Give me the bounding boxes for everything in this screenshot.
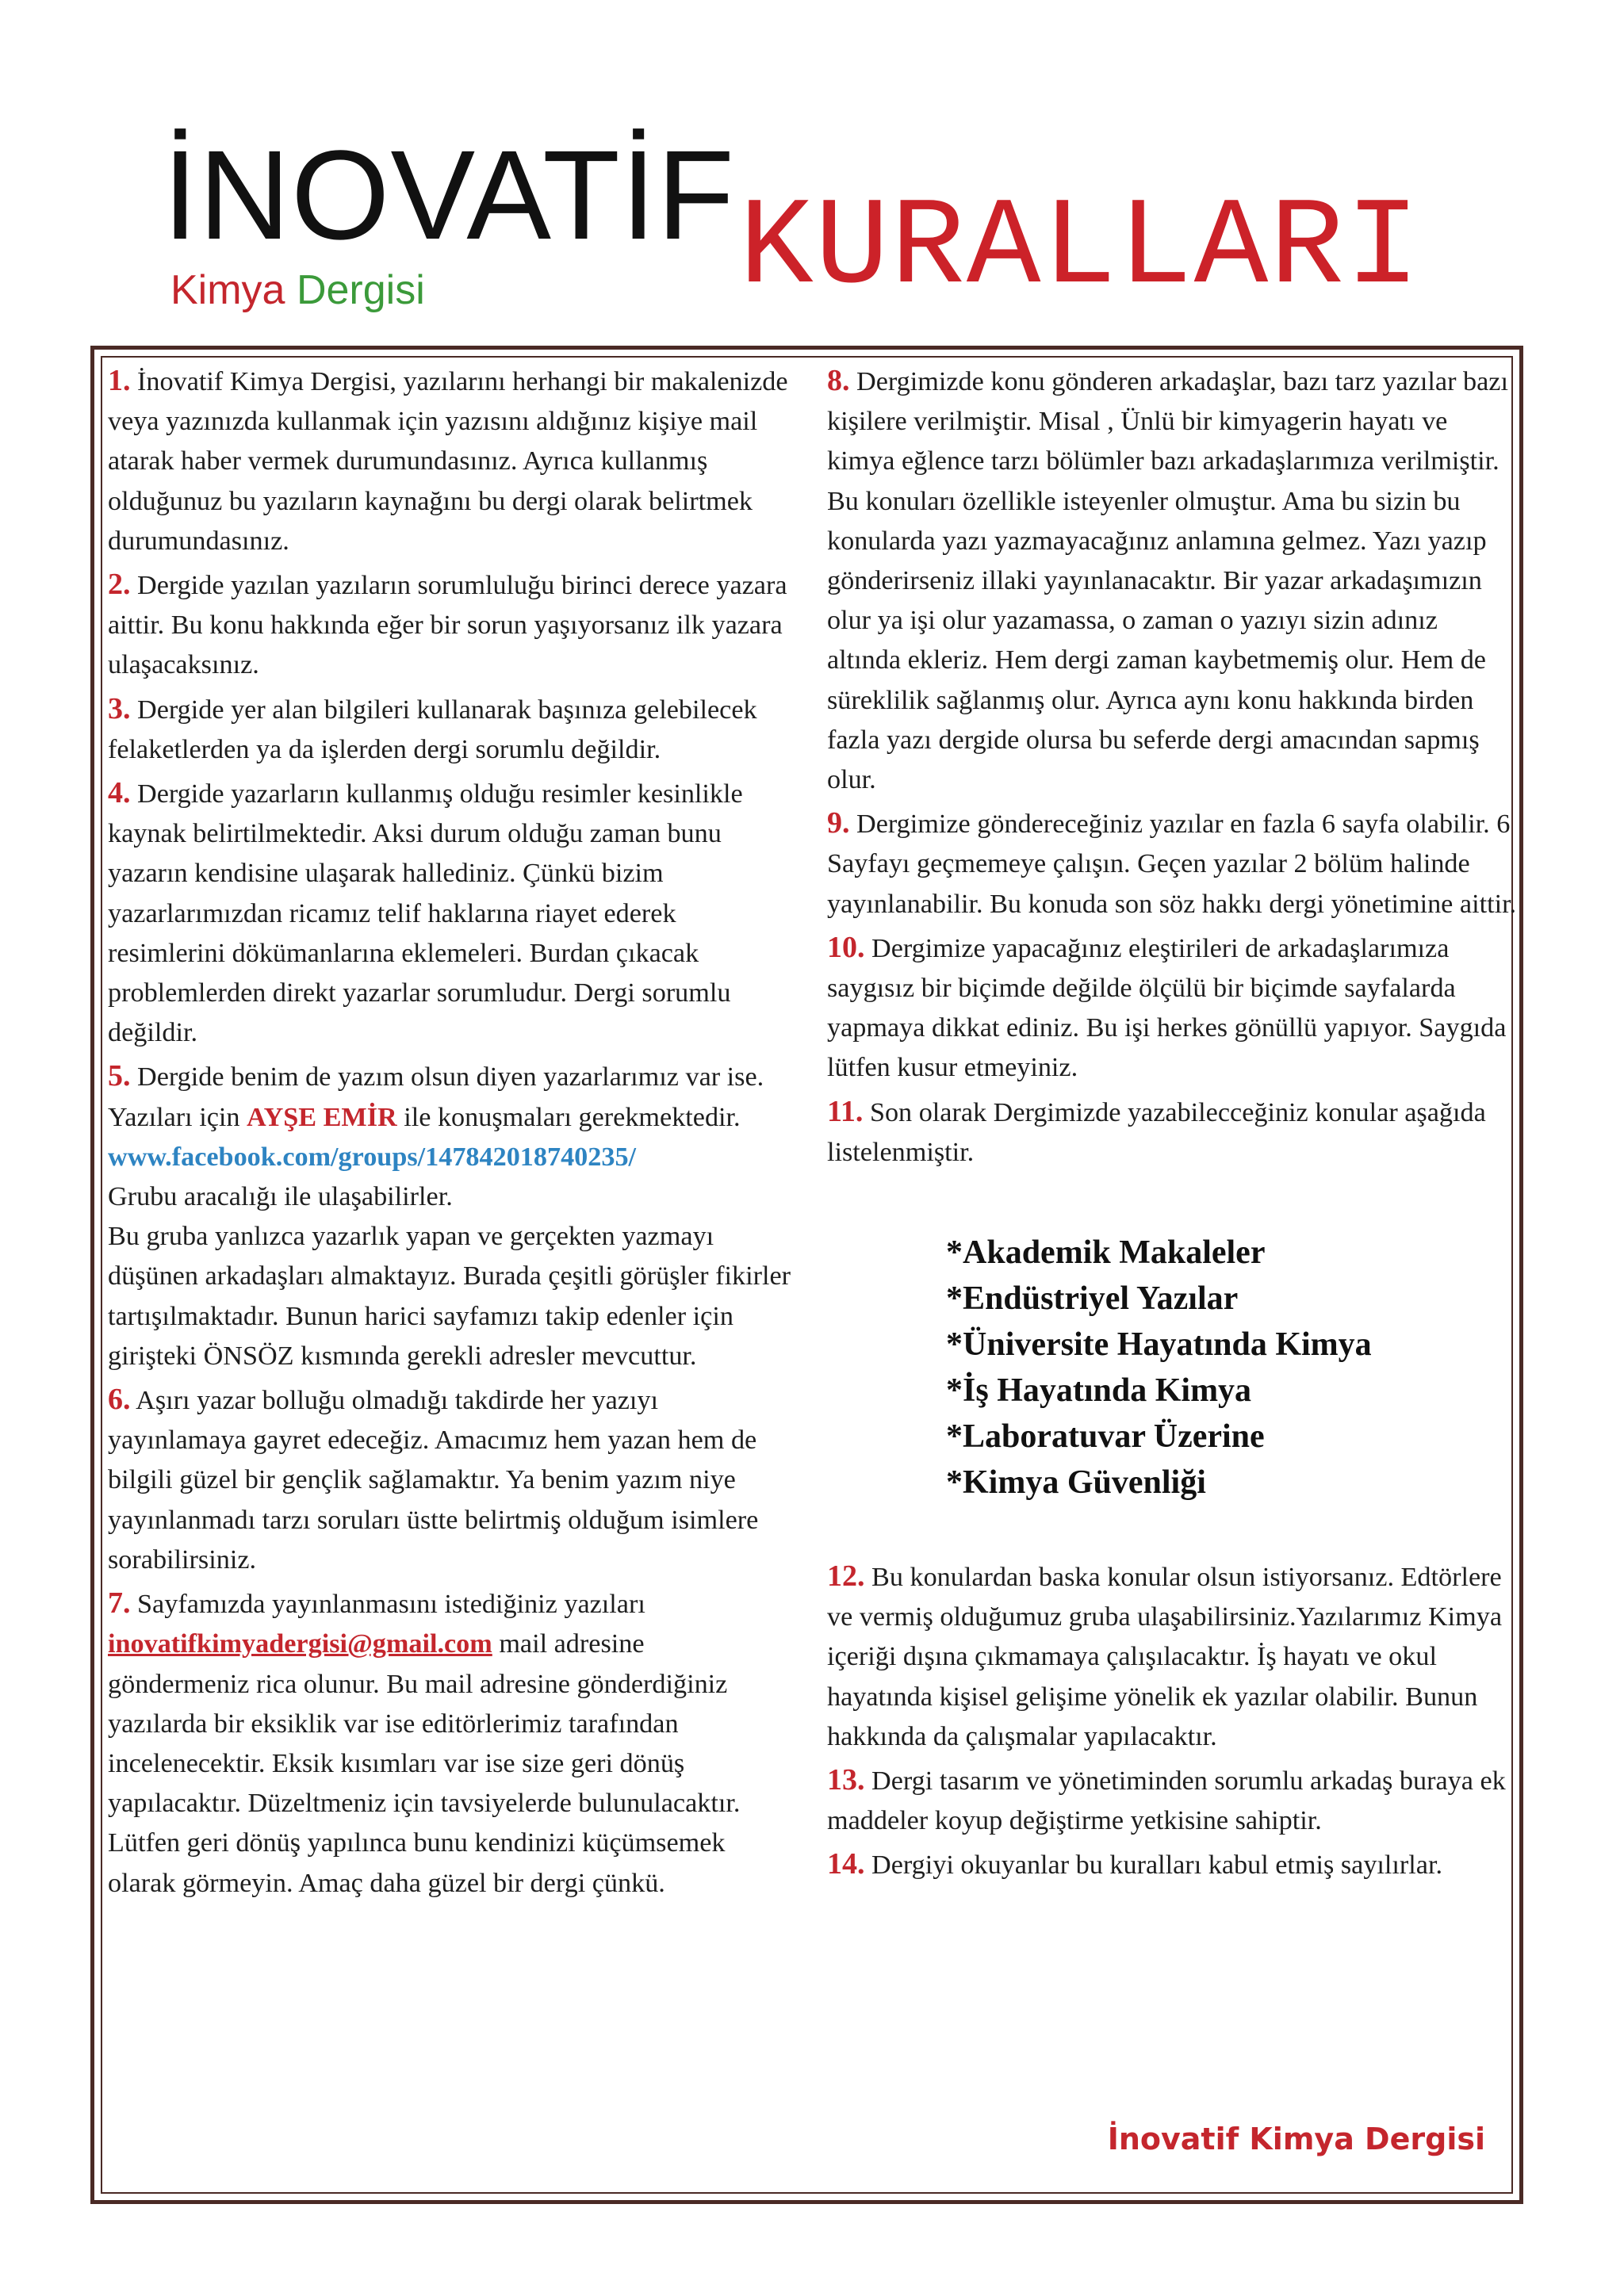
rule-4	[108, 773, 791, 1053]
topic-item: *Laboratuvar Üzerine	[946, 1418, 1265, 1456]
logo-subtitle-dergisi: Dergisi	[296, 267, 425, 313]
rule-text: Aşırı yazar bolluğu olmadığı takdirde her yazıyı yayınlamaya gayret edeceğiz. Amacımız hem yazan hem de bilgili güzel bir gençlik sağlamaktır. Ya benim yazım niye yayınlanmadı tarzı soruları üstte belirtmiş olduğum isimlere sorabilirsiniz.	[108, 1386, 759, 1575]
magazine-signature: İnovatif Kimya Dergisi	[1107, 2122, 1485, 2156]
rule-text: ile konuşmaları gerekmektedir.	[396, 1102, 741, 1132]
rule-text: Dergimizde konu gönderen arkadaşlar, bazı tarz yazılar bazı kişilere verilmiştir. Misal , Ünlü bir kimyagerin hayatı ve kimya eğlence tarzı bölümler bazı arkadaşlarımıza verilmiştir. Bu konuları özellikle isteyenler olmuştur. Ama bu sizin bu konularda yazı yazmayacağınız anlamına gelmez. Yazı yazıp gönderirseniz illaki yayınlanacaktır. Bir yazar arkadaşımızın olur ya işi olur yazamassa, o zaman o yazıyı sizin adınız altında ekleriz. Hem dergi zaman kaybetmemiş olur. Hem de süreklilik sağlanmış olur. Ayrıca aynı konu hakkında birden fazla yazı dergide olursa bu seferde dergi amacından sapmış olur.	[827, 367, 1508, 795]
rule-text: Bu gruba yanlızca yazarlık yapan ve gerçekten yazmayı düşünen arkadaşları almaktayız. Burada çeşitli görüşler fikirler tartışılmaktadır. Bunun harici sayfamızı takip edenler için girişteki ÖNSÖZ kısmında gerekli adresler mevcuttur.	[108, 1222, 791, 1371]
rule-text: Dergide yazılan yazıların sorumluluğu birinci derece yazara aittir. Bu konu hakkında eğer bir sorun yaşıyorsanız ilk yazara ulaşacaksınız.	[108, 571, 787, 680]
rule-number: 1.	[108, 364, 131, 397]
rule-text: Dergimize göndereceğiniz yazılar en fazla 6 sayfa olabilir. 6 Sayfayı geçmemeye çalışın. Geçen yazılar 2 bölüm halinde yayınlanabilir. Bu konuda son söz hakkı dergi yönetimine aittir.	[827, 809, 1517, 919]
rule-text: Dergi tasarım ve yönetiminden sorumlu arkadaş buraya ek maddeler koyup değiştirme yetkisine sahiptir.	[827, 1766, 1506, 1836]
rule-10	[827, 928, 1517, 1089]
rule-9	[827, 803, 1517, 924]
rule-number: 10.	[827, 930, 865, 964]
rule-number: 8.	[827, 364, 850, 397]
rule-14	[827, 1844, 1517, 1885]
page-title: KURALLARI	[739, 178, 1422, 319]
rule-text: Dergide benim de yazım olsun diyen yazarlarımız var ise. Yazıları için	[108, 1062, 764, 1132]
email-link[interactable]: inovatifkimyadergisi@gmail.com	[108, 1629, 492, 1659]
logo-subtitle-kimya: Kimya	[170, 267, 285, 313]
rule-number: 5.	[108, 1059, 131, 1093]
magazine-logo-title: İNOVATİF	[163, 124, 736, 266]
left-column	[108, 361, 791, 1907]
rule-13	[827, 1760, 1517, 1841]
rule-number: 11.	[827, 1094, 864, 1128]
rule-text: Sayfamızda yayınlanmasını istediğiniz yazıları	[130, 1590, 645, 1620]
topic-list	[946, 1230, 1517, 1506]
rule-text: Son olarak Dergimizde yazabilecceğiniz konular aşağıda listelenmiştir.	[827, 1097, 1486, 1167]
rule-text: Dergimize yapacağınız eleştirileri de arkadaşlarımıza saygısız bir biçimde değilde ölçülü bir biçimde sayfalarda yapmaya dikkat ediniz. Bu işi herkes gönüllü yapıyor. Saygıda lütfen kusur etmeyiniz.	[827, 933, 1507, 1083]
rule-number: 4.	[108, 776, 131, 810]
rule-number: 14.	[827, 1847, 865, 1881]
rule-text: Dergide yer alan bilgileri kullanarak başınıza gelebilecek felaketlerden ya da işlerden dergi sorumlu değildir.	[108, 695, 757, 764]
rule-number: 9.	[827, 806, 850, 840]
facebook-group-link[interactable]: www.facebook.com/groups/147842018740235/	[108, 1142, 637, 1172]
right-column	[827, 361, 1517, 1889]
rule-number: 3.	[108, 691, 131, 725]
topic-item: *Kimya Güvenliği	[946, 1464, 1206, 1502]
group-link-note: Grubu aracalığı ile ulaşabilirler.	[108, 1182, 453, 1212]
rule-5	[108, 1056, 791, 1376]
rule-11	[827, 1092, 1517, 1173]
rule-7	[108, 1583, 791, 1904]
rule-number: 2.	[108, 568, 131, 602]
contact-person-name: AYŞE EMİR	[247, 1102, 397, 1132]
rule-text: İnovatif Kimya Dergisi, yazılarını herhangi bir makalenizde veya yazınızda kullanmak için yazısını aldığınız kişiye mail atarak haber vermek durumundasınız. Ayrıca kullanmış olduğunuz bu yazıların kaynağını bu dergi olarak belirtmek durumundasınız.	[108, 367, 788, 556]
rule-number: 13.	[827, 1763, 865, 1797]
topic-item: *Endüstriyel Yazılar	[946, 1280, 1239, 1318]
rule-number: 7.	[108, 1586, 131, 1621]
rule-1	[108, 361, 791, 561]
topic-item: *İş Hayatında Kimya	[946, 1372, 1252, 1410]
rule-text: Bu konulardan baska konular olsun istiyorsanız. Edtörlere ve vermiş olduğumuz gruba ulaşabilirsiniz.Yazılarımız Kimya içeriği dışına çıkmamaya çalışılacaktır. İş hayatı ve okul hayatında kişisel gelişime yönelik ek yazılar olabilir. Bunun hakkında da çalışmalar yapılacaktır.	[827, 1563, 1503, 1751]
rule-number: 6.	[108, 1383, 131, 1417]
rule-2	[108, 564, 791, 686]
topic-item: *Akademik Makaleler	[946, 1234, 1266, 1272]
rule-number: 12.	[827, 1559, 865, 1594]
magazine-logo-subtitle	[170, 267, 425, 313]
rule-6	[108, 1380, 791, 1580]
rule-8	[827, 361, 1517, 800]
rule-text: mail adresine göndermeniz rica olunur. Bu mail adresine gönderdiğiniz yazılarda bir eksiklik var ise editörlerimiz tarafından incelenecektir. Eksik kısımları var ise size geri dönüş yapılacaktır. Düzeltmeniz için tavsiyelerde bulunulacaktır. Lütfen geri dönüş yapılınca bunu kendinizi küçümsemek olarak görmeyin. Amaç daha güzel bir dergi çünkü.	[108, 1629, 741, 1898]
topic-item: *Üniversite Hayatında Kimya	[946, 1326, 1372, 1364]
rule-3	[108, 689, 791, 770]
rule-text: Dergiyi okuyanlar bu kuralları kabul etmiş sayılırlar.	[864, 1850, 1443, 1881]
rule-12	[827, 1556, 1517, 1757]
rule-text: Dergide yazarların kullanmış olduğu resimler kesinlikle kaynak belirtilmektedir. Aksi durum olduğu zaman bunu yazarın kendisine ulaşarak hallediniz. Çünkü bizim yazarlarımızdan ricamız telif haklarına riayet ederek resimlerini dökümanlarına eklemeleri. Burdan çıkacak problemlerden direkt yazarlar sorumludur. Dergi sorumlu değildir.	[108, 779, 743, 1048]
